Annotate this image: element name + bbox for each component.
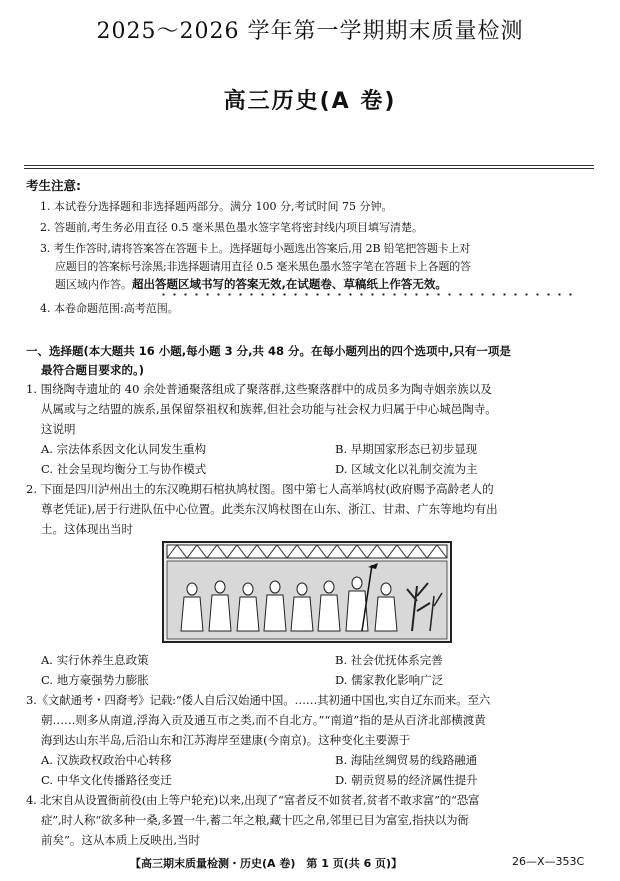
- q3-option-d: D. 朝贡贸易的经济属性提升: [335, 773, 478, 787]
- q4-line-1: 4. 北宋自从设置衙前役(由上等户轮充)以来,出现了“富者反不如贫者,贫者不敢求富”的“恐富: [26, 793, 480, 807]
- q3-option-a: A. 汉族政权政治中心转移: [41, 753, 172, 767]
- q1-option-d: D. 区域文化以礼制交流为主: [335, 462, 478, 476]
- notice-emphasis: 超出答题区域书写的答案无效,在试题卷、草稿纸上作答无效。: [132, 277, 447, 291]
- notice-heading: 考生注意:: [26, 178, 81, 193]
- q1-line-3: 这说明: [41, 422, 76, 436]
- q3-option-b: B. 海陆丝绸贸易的线路融通: [335, 753, 478, 767]
- q3-line-2: 朝……则多从南道,浮海入贡及通互市之类,而不自北方。”“南道”指的是从百济北部横渡黄: [41, 713, 486, 727]
- q1-option-c: C. 社会呈现均衡分工与协作模式: [41, 462, 207, 476]
- section-heading-line-2: 最符合题目要求的。): [41, 363, 145, 377]
- subject-title: 高三历史(A 卷): [223, 89, 397, 114]
- q1-line-2: 从属或与之结盟的族系,虽保留祭祖权和族葬,但社会功能与社会权力归属于中心城邑陶寺。: [41, 402, 497, 416]
- q2-option-b: B. 社会优抚体系完善: [335, 653, 443, 667]
- q2-line-3: 土。这体现出当时: [41, 522, 133, 536]
- q3-line-3: 海到达山东半岛,后沿山东和江苏海岸至建康(今南京)。这种变化主要源于: [41, 733, 411, 747]
- notice-line-3a: 3. 考生作答时,请将答案答在答题卡上。选择题每小题选出答案后,用 2B 铅笔把答题卡上对: [40, 242, 471, 255]
- notice-line-3c-plain: 题区域内作答。: [55, 278, 132, 291]
- notice-line-4: 4. 本卷命题范围:高考范围。: [40, 302, 179, 315]
- footer-code: 26—X—353C: [512, 855, 585, 868]
- q2-option-a: A. 实行休养生息政策: [41, 653, 149, 667]
- q1-option-b: B. 早期国家形态已初步显现: [335, 442, 478, 456]
- notice-line-3c: [55, 276, 447, 292]
- q3-option-c: C. 中华文化传播路径变迁: [41, 773, 172, 787]
- q1-option-a: A. 宗法体系因文化认同发生重构: [41, 442, 207, 456]
- stone-coffin-relief-image: [162, 541, 452, 643]
- notice-line-3b: 应题目的答案标号涂黑;非选择题请用直径 0.5 毫米黑色墨水签字笔在答题卡上各题的答: [55, 260, 471, 273]
- q3-line-1: 3.《文献通考・四裔考》记载:“倭人自后汉始通中国。……其初通中国也,实自辽东而来。至六: [26, 693, 491, 707]
- q1-line-1: 1. 围绕陶寺遗址的 40 余处普通聚落组成了聚落群,这些聚落群中的成员多为陶寺姻亲族以及: [26, 382, 492, 396]
- footer-page-label: 【高三期末质量检测・历史(A 卷) 第 1 页(共 6 页)】: [130, 857, 403, 870]
- notice-line-2: 2. 答题前,考生务必用直径 0.5 毫米黑色墨水签字笔将密封线内项目填写清楚。: [40, 221, 423, 234]
- q4-line-3: 前矣”。这从本质上反映出,当时: [41, 833, 201, 847]
- q4-line-2: 症”,时人称“欲多种一桑,多置一牛,蓄二年之粮,藏十匹之帛,邻里已目为富室,指抉以为衙: [41, 813, 469, 827]
- q2-line-1: 2. 下面是四川泸州出土的东汉晚期石棺执鸠杖图。图中第七人高举鸠杖(政府赐予高龄老人的: [26, 482, 494, 496]
- divider-line: [24, 165, 594, 166]
- exam-title: 2025～2026 学年第一学期期末质量检测: [96, 19, 524, 44]
- q2-option-d: D. 儒家教化影响广泛: [335, 673, 444, 687]
- emphasis-dots: [158, 293, 578, 296]
- divider-line: [24, 168, 594, 169]
- section-heading-line-1: 一、选择题(本大题共 16 小题,每小题 3 分,共 48 分。在每小题列出的四个选项中,只有一项是: [26, 344, 511, 358]
- q2-option-c: C. 地方豪强势力膨胀: [41, 673, 149, 687]
- notice-line-1: 1. 本试卷分选择题和非选择题两部分。满分 100 分,考试时间 75 分钟。: [40, 200, 393, 213]
- q2-line-2: 尊老凭证),居于行进队伍中心位置。此类东汉鸠杖图在山东、浙江、甘肃、广东等地均有出: [41, 502, 498, 516]
